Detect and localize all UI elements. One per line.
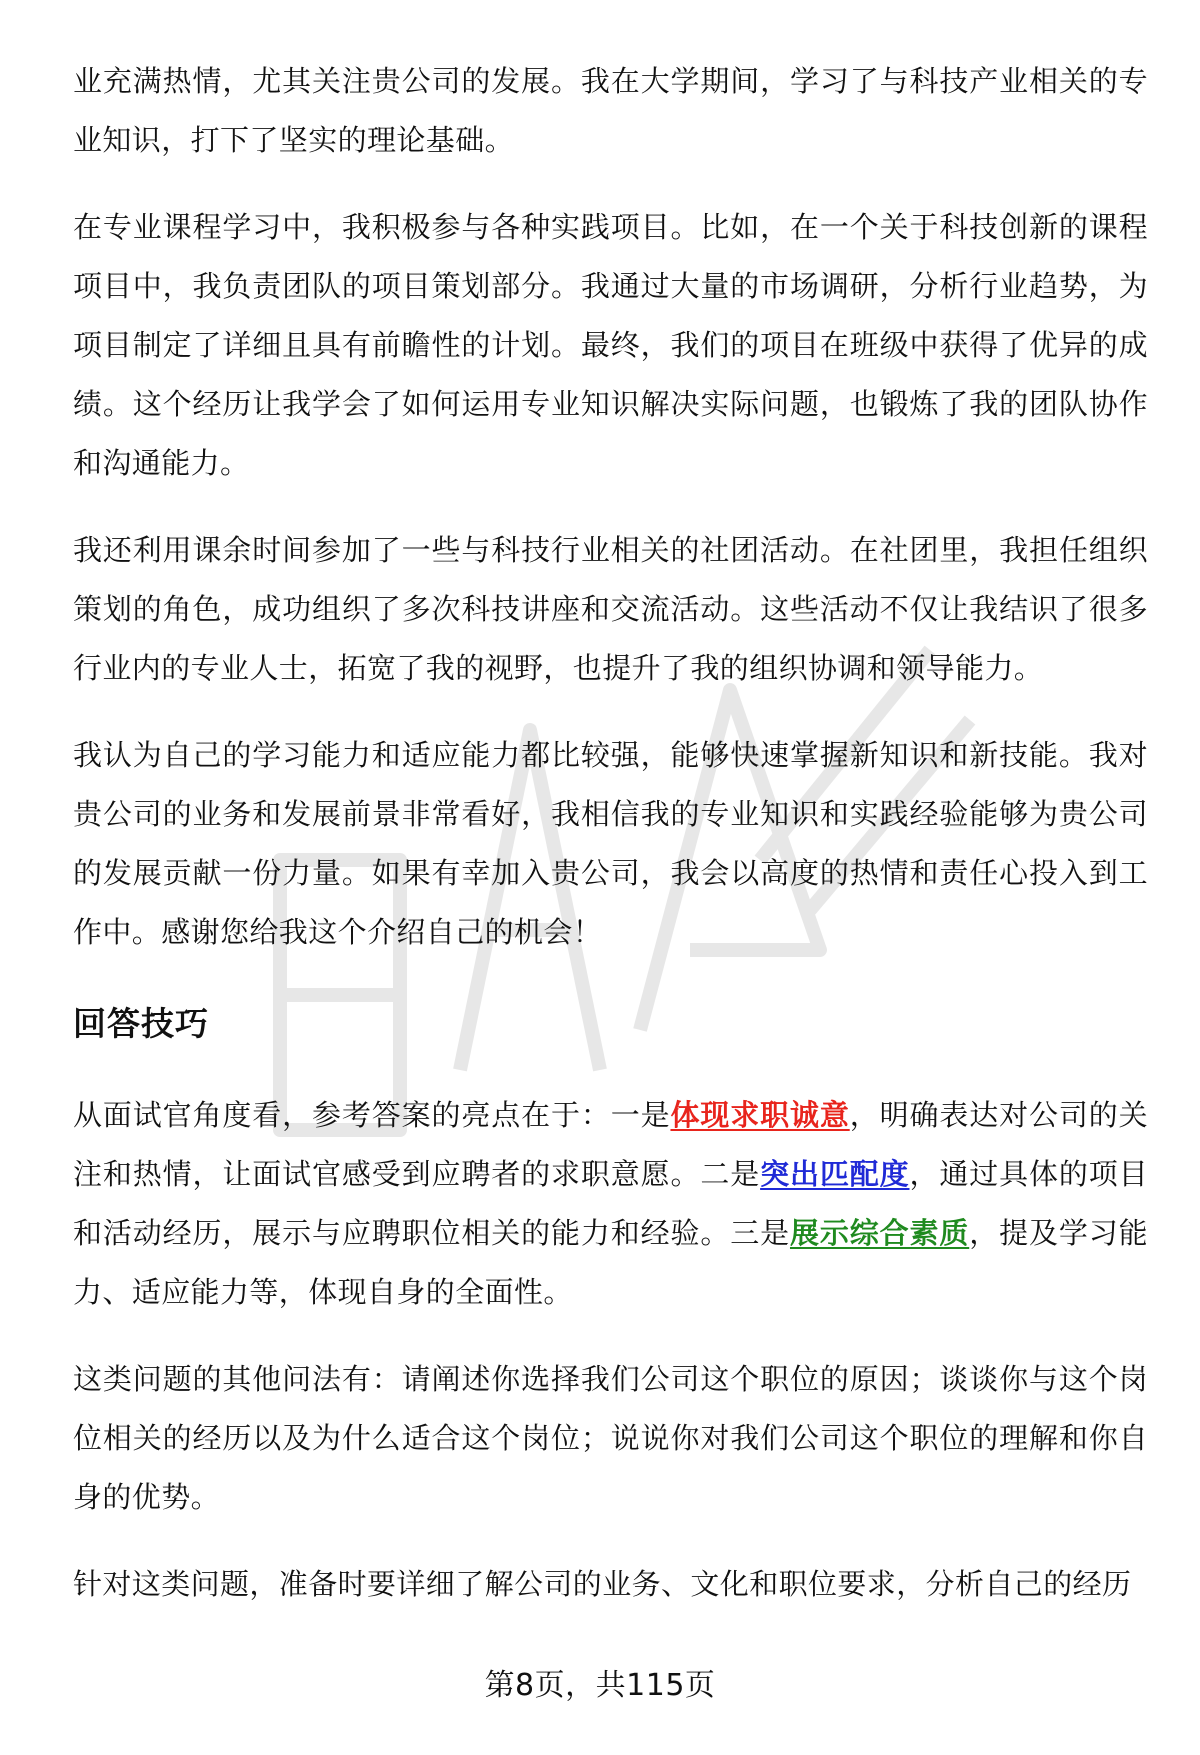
highlight-overall-quality: 展示综合素质 (789, 1216, 970, 1250)
highlight-match: 突出匹配度 (760, 1157, 910, 1191)
paragraph-course-project: 在专业课程学习中，我积极参与各种实践项目。比如，在一个关于科技创新的课程项目中，我负责团队的项目策划部分。我通过大量的市场调研，分析行业趋势，为项目制定了详细且具有前瞻性的计划。最终，我们的项目在班级中获得了优异的成绩。这个经历让我学会了如何运用专业知识解决实际问题，也锻炼了我的团队协作和沟通能力。 (73, 210, 1148, 480)
section-heading-answer-tips: 回答技巧 (73, 1004, 209, 1043)
paragraph-closing: 我认为自己的学习能力和适应能力都比较强，能够快速掌握新知识和新技能。我对贵公司的业务和发展前景非常看好，我相信我的专业知识和实践经验能够为贵公司的发展贡献一份力量。如果有幸加入贵公司，我会以高度的热情和责任心投入到工作中。感谢您给我这个介绍自己的机会！ (73, 738, 1148, 949)
tips-mid-text-2: ，通过具体的项目和活动经历，展示与应聘职位相关的能力和经验。三是 (73, 1157, 1149, 1250)
tips-mid-text-1: ，明确表达对公司的关注和热情，让面试官感受到应聘者的求职意愿。二是 (73, 1098, 1148, 1191)
tips-end-text: ，提及学习能力、适应能力等，体现自身的全面性。 (73, 1216, 1148, 1309)
page-number-footer: 第8页，共115页 (484, 1668, 716, 1703)
paragraph-intro-continued: 业充满热情，尤其关注贵公司的发展。我在大学期间，学习了与科技产业相关的专业知识，打下了坚实的理论基础。 (73, 64, 1148, 157)
paragraph-club-activities: 我还利用课余时间参加了一些与科技行业相关的社团活动。在社团里，我担任组织策划的角色，成功组织了多次科技讲座和交流活动。这些活动不仅让我结识了很多行业内的专业人士，拓宽了我的视野，也提升了我的组织协调和领导能力。 (73, 533, 1148, 685)
main-content (73, 52, 1148, 1614)
highlight-sincerity: 体现求职诚意 (670, 1098, 850, 1132)
paragraph-other-questions: 这类问题的其他问法有：请阐述你选择我们公司这个职位的原因；谈谈你与这个岗位相关的经历以及为什么适合这个岗位；说说你对我们公司这个职位的理解和你自身的优势。 (73, 1362, 1148, 1514)
tips-intro-text: 从面试官角度看，参考答案的亮点在于：一是 (73, 1098, 671, 1132)
paragraph-preparation: 针对这类问题，准备时要详细了解公司的业务、文化和职位要求，分析自己的经历 (73, 1567, 1132, 1601)
paragraph-tips (73, 1086, 1148, 1322)
